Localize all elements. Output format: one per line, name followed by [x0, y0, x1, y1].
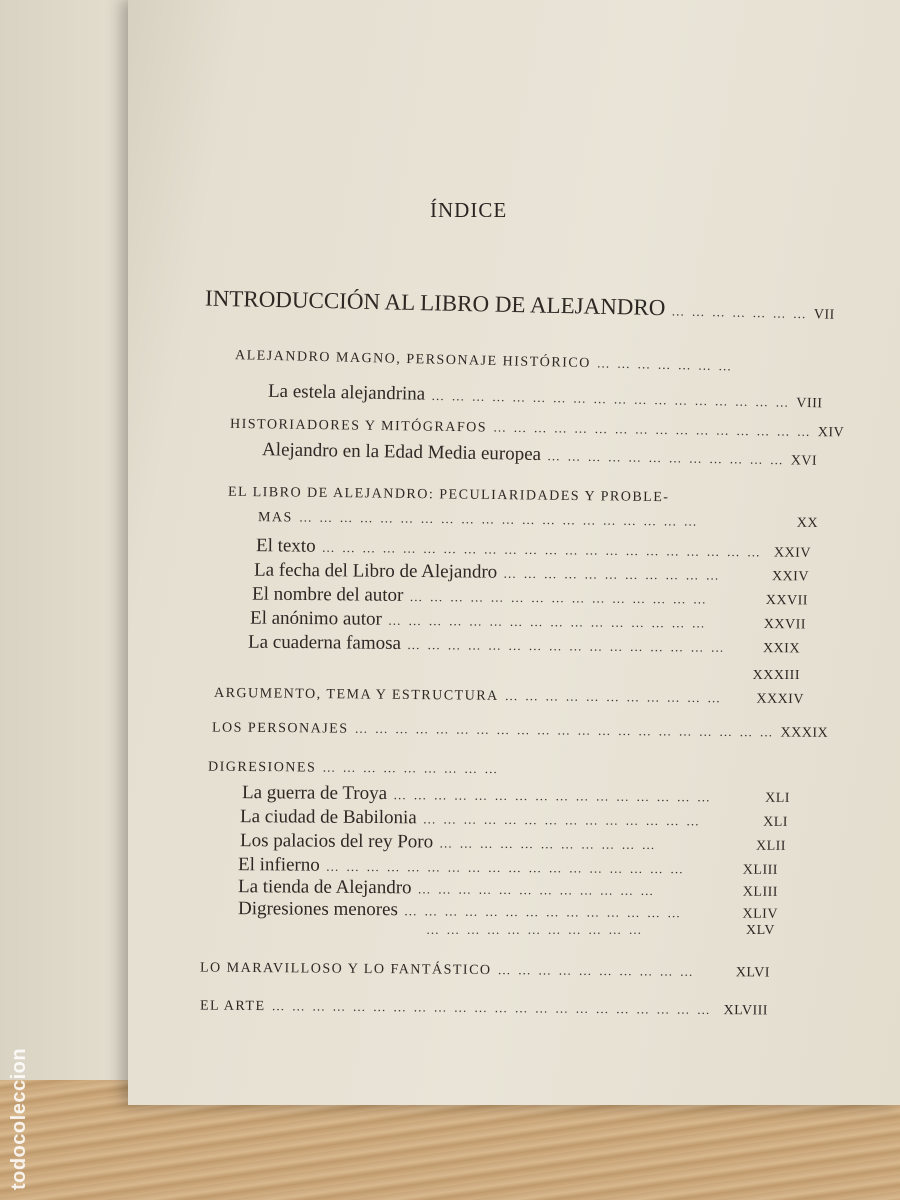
- toc-entry-page: XLVI: [735, 965, 771, 981]
- toc-entry-page: XLIV: [742, 906, 779, 922]
- toc-entry-page: XXIV: [773, 545, 812, 561]
- leader-dots: … … … … … … … … … … … …: [546, 448, 785, 468]
- leader-dots: … … … … … … … … … … … … … … …: [409, 588, 708, 607]
- toc-entry-title: El nombre del autor: [251, 583, 404, 606]
- toc-entry-title: La estela alejandrina: [267, 380, 426, 405]
- toc-entry-page: XXIV: [771, 569, 810, 585]
- toc-entry-page: XLII: [755, 838, 787, 854]
- toc-entry-page: XX: [796, 515, 819, 531]
- toc-entry-title: INTRODUCCIÓN AL LIBRO DE ALEJANDRO: [204, 285, 666, 321]
- toc-entry-page: XLI: [765, 790, 791, 806]
- leader-dots: … … … … … … … … … … … … … … … … … … … … … …: [321, 539, 762, 560]
- toc-entry-page: XLI: [763, 814, 789, 830]
- toc-entry-page: XIV: [817, 425, 845, 441]
- leader-dots: … … … … … … … … …: [322, 759, 500, 777]
- toc-entry-title: Los palacios del rey Poro: [239, 830, 434, 853]
- leader-dots: … … … … … … … … … … … … … …: [403, 903, 683, 921]
- leader-dots: … … … … … … … … … … … … … …: [422, 811, 702, 829]
- toc-entry-title: HISTORIADORES Y MITÓGRAFOS: [229, 416, 488, 436]
- toc-entry-page: XXIX: [762, 641, 801, 657]
- toc-entry-title: ALEJANDRO MAGNO, PERSONAJE HISTÓRICO: [234, 348, 591, 372]
- toc-entry-title: El anónimo autor: [249, 607, 383, 630]
- leader-dots: … … … … … … … … … … … … … … … …: [492, 419, 812, 440]
- leader-dots: … … … … … … … … … … …: [503, 565, 721, 583]
- toc-entry-page: VII: [813, 307, 835, 323]
- toc-entry-page: XLIII: [742, 862, 779, 878]
- toc-entry-title: EL ARTE: [199, 998, 266, 1015]
- toc-entry-title: DIGRESIONES: [207, 759, 317, 776]
- toc-entry-page: XXXIX: [780, 725, 829, 741]
- toc-entry: [240, 806, 788, 832]
- toc-entry-title: La cuaderna famosa: [247, 631, 402, 654]
- index-heading: ÍNDICE: [430, 198, 508, 222]
- toc-entry-page: XLIII: [742, 884, 779, 900]
- toc-entry-title: La fecha del Libro de Alejandro: [253, 559, 498, 583]
- watermark: todocoleccion: [8, 1047, 30, 1190]
- toc-entry-title: La tienda de Alejandro: [237, 876, 412, 899]
- toc-entry: [238, 898, 778, 924]
- leader-dots: … … … … … … … … … … …: [439, 835, 657, 853]
- toc-entry-title: ARGUMENTO, TEMA Y ESTRUCTURA: [213, 685, 499, 704]
- toc-entry-title: MAS: [257, 510, 293, 526]
- toc-entry-page: VIII: [796, 395, 823, 412]
- toc-entry-page: XXVII: [765, 593, 809, 609]
- toc-entry-page: XXXIV: [756, 691, 805, 708]
- leader-dots: … … … … … … … … … … …: [504, 687, 723, 706]
- leader-dots: … … … … … … … … … … … … … … … …: [406, 636, 726, 655]
- toc-entry-title: LOS PERSONAJES: [211, 720, 349, 737]
- leader-dots: … … … … … … … … … … …: [426, 922, 644, 937]
- leader-dots: … … … … … … … … … … … …: [417, 881, 656, 899]
- toc-entry-page: XVI: [790, 453, 818, 469]
- toc-entry: [240, 830, 786, 856]
- facing-page-bleed: [10, 90, 28, 143]
- toc-entry-title: La ciudad de Babilonia: [239, 806, 417, 829]
- leader-dots: … … … … … … … … … … … … … … … … … …: [325, 858, 686, 877]
- leader-dots: … … … … … … … … … … … … … … … … … … … …: [298, 509, 699, 529]
- toc-entry-title: Digresiones menores: [237, 898, 398, 921]
- toc-entry-title: El infierno: [237, 854, 320, 876]
- toc-entry: [420, 922, 775, 939]
- leader-dots: … … … … … … … … … … … … … … … … … … … … …: [354, 720, 775, 740]
- toc-entry-page: XXVII: [763, 617, 807, 633]
- toc-entry-page: XLVIII: [723, 1003, 769, 1019]
- leader-dots: … … … … … … …: [671, 303, 808, 322]
- toc-entry: [208, 759, 528, 779]
- toc-entry-title: LO MARAVILLOSO Y LO FANTÁSTICO: [199, 960, 492, 979]
- toc-entry-title: El texto: [255, 535, 316, 557]
- toc-entry: [720, 668, 800, 684]
- leader-dots: … … … … … … … … … … … … … … … … … …: [431, 387, 791, 410]
- leader-dots: … … … … … … …: [596, 355, 734, 374]
- toc-entry: [242, 782, 790, 808]
- toc-entry-page: XXXIII: [752, 668, 800, 683]
- leader-dots: … … … … … … … … … … … … … … … … … … … … … …: [271, 998, 712, 1017]
- toc-entry-title: La guerra de Troya: [241, 782, 388, 805]
- toc-entry-title: EL LIBRO DE ALEJANDRO: PECULIARIDADES Y PROBLE-: [227, 484, 670, 506]
- leader-dots: … … … … … … … … … … … … … … … …: [393, 787, 712, 805]
- toc-entry-title: Alejandro en la Edad Media europea: [261, 439, 542, 466]
- leader-dots: … … … … … … … … … …: [497, 962, 695, 979]
- leader-dots: … … … … … … … … … … … … … … … …: [387, 612, 707, 631]
- toc-entry-page: XLV: [746, 923, 775, 938]
